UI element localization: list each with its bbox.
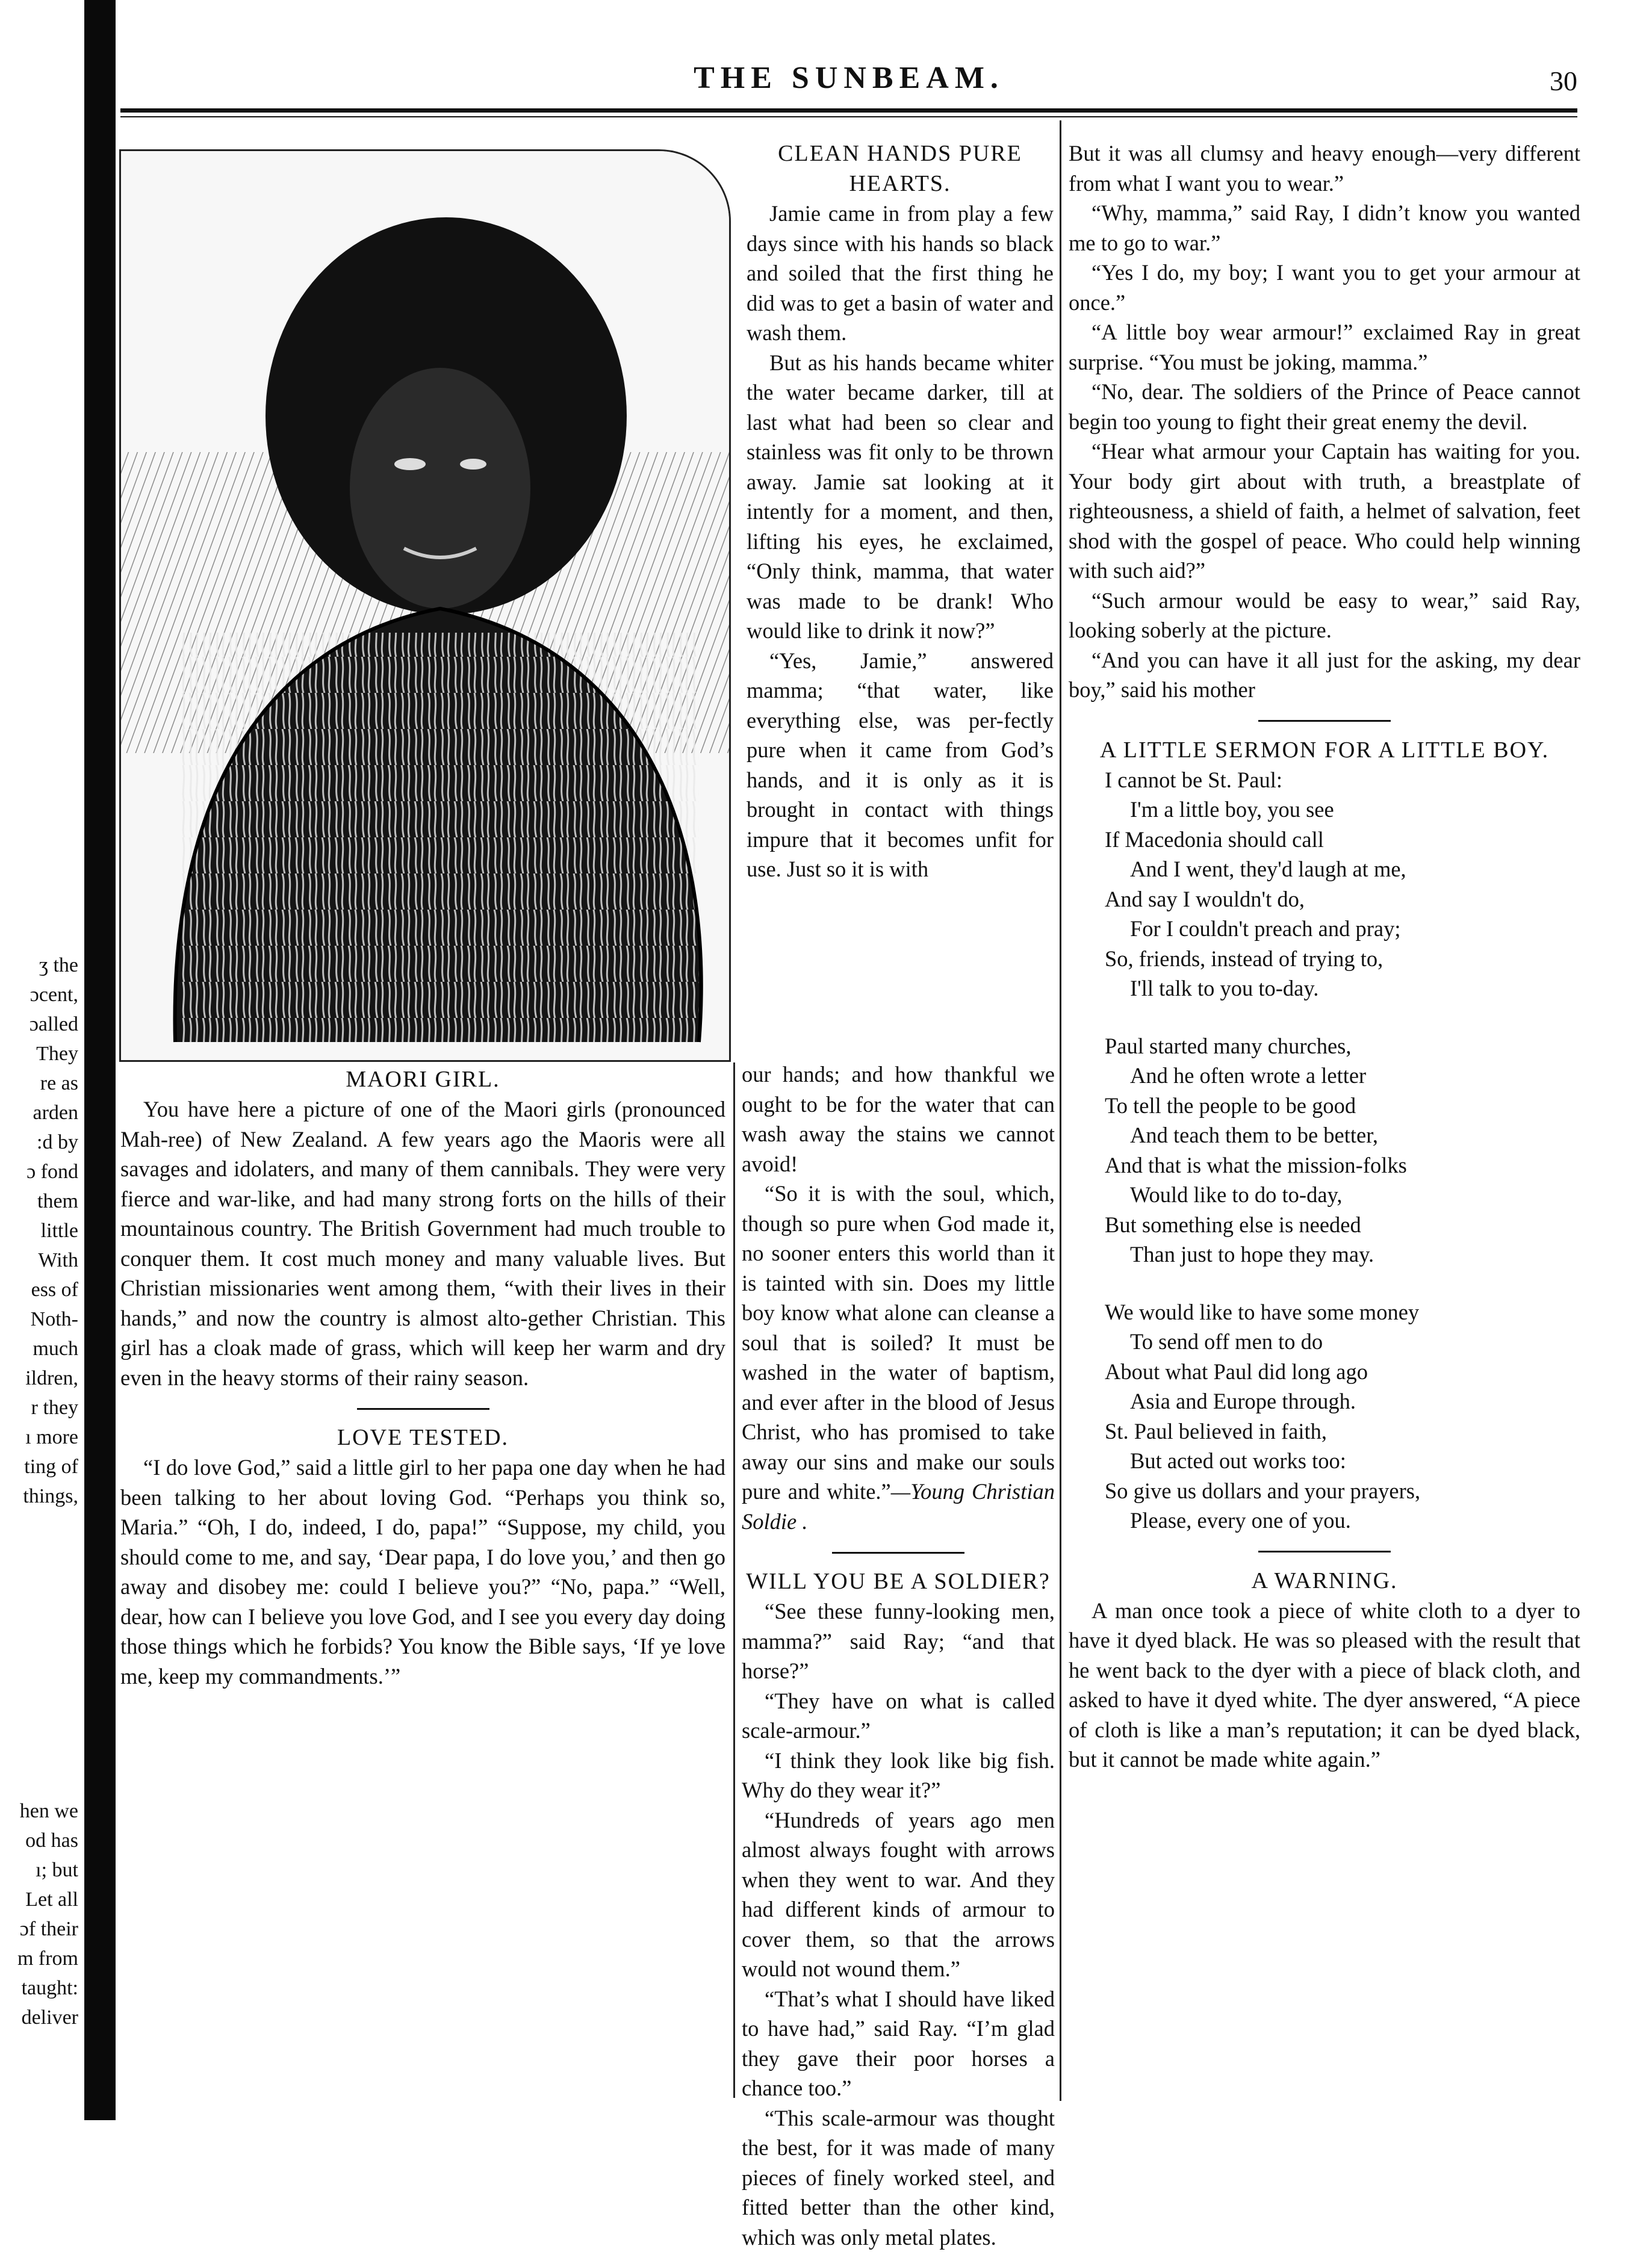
soldier-cont-p4: “A little boy wear armour!” exclaimed Ray in great surprise. “You must be joking, mamma.”	[1069, 317, 1580, 377]
poem-line: If Macedonia should call	[1105, 825, 1580, 855]
poem-line: Would like to do to-day,	[1105, 1180, 1580, 1210]
stanza-gap	[1105, 1270, 1580, 1297]
sermon-poem	[1069, 765, 1580, 1536]
ornamental-divider	[1069, 705, 1580, 735]
facing-page-fragment: ildren,	[0, 1364, 78, 1393]
soldier-q5: “That’s what I should have liked to have had,” said Ray. “I’m glad they gave their poor horses a chance too.”	[742, 1984, 1055, 2103]
poem-line: Asia and Europe through.	[1105, 1386, 1580, 1416]
poem-line: Than just to hope they may.	[1105, 1239, 1580, 1270]
ornamental-divider	[742, 1536, 1055, 1566]
article-title-maori-girl: MAORI GIRL.	[120, 1064, 725, 1094]
article-body-p3b: our hands; and how thankful we ought to be for the water that can wash away the stains we cannot avoid!	[742, 1059, 1055, 1179]
facing-page-fragment: arden	[0, 1099, 78, 1128]
article-title-love-tested: LOVE TESTED.	[120, 1422, 725, 1453]
poem-line: So give us dollars and your prayers,	[1105, 1476, 1580, 1506]
poem-line: Please, every one of you.	[1105, 1506, 1580, 1536]
article-title-clean-hands: CLEAN HANDS PURE HEARTS.	[747, 138, 1054, 199]
poem-line: But something else is needed	[1105, 1210, 1580, 1240]
poem-line: To send off men to do	[1105, 1327, 1580, 1357]
facing-page-fragment: Let all	[0, 1885, 78, 1914]
column-1	[120, 1064, 725, 1691]
soldier-q4: “Hundreds of years ago men almost always fought with arrows when they went to war. And they had different kinds of armour to cover them, so that the arrows would not wound them.”	[742, 1805, 1055, 1984]
article-body-p1: Jamie came in from play a few days since with his hands so black and soiled that the first thing he did was to get a basin of water and wash them.	[747, 199, 1054, 348]
facing-page-fragment: things,	[0, 1482, 78, 1511]
poem-line: So, friends, instead of trying to,	[1105, 944, 1580, 974]
facing-page-fragment: much	[0, 1335, 78, 1363]
facing-page-fragment: ɔalled	[0, 1010, 78, 1039]
article-body-p4	[742, 1179, 1055, 1536]
poem-line: For I couldn't preach and pray;	[1105, 914, 1580, 944]
poem-line: But acted out works too:	[1105, 1446, 1580, 1476]
poem-line: And teach them to be better,	[1105, 1120, 1580, 1150]
poem-line: We would like to have some money	[1105, 1297, 1580, 1327]
article-title-sermon: A LITTLE SERMON FOR A LITTLE BOY.	[1069, 735, 1580, 765]
soldier-q1: “See these funny-looking men, mamma?” said Ray; “and that horse?”	[742, 1596, 1055, 1686]
facing-page-fragment: them	[0, 1187, 78, 1216]
poem-line: About what Paul did long ago	[1105, 1357, 1580, 1387]
facing-page-fragment: hen we	[0, 1797, 78, 1826]
article-credit: —Young Christian Soldie .	[742, 1479, 1055, 1534]
poem-line: St. Paul believed in faith,	[1105, 1416, 1580, 1447]
facing-page-fragment: Noth-	[0, 1305, 78, 1334]
column-rule	[1060, 120, 1061, 2101]
binding-strip	[84, 0, 116, 2120]
article-title-warning: A WARNING.	[1069, 1566, 1580, 1596]
article-body-maori-girl: You have here a picture of one of the Maori girls (pronounced Mah-ree) of New Zealand. A few years ago the Maoris were all savages and idolaters, and many of them cannibals. They were very fierce and war-like, and had many strong forts on the hills of their mountainous country. The British Government had much trouble to conquer them. It cost much money and many valuable lives. But Christian missionaries went among them, “with their lives in their hands,” and now the country is almost alto-gether Christian. This girl has a cloak made of grass, which will keep her warm and dry even in the heavy storms of their rainy season.	[120, 1094, 725, 1392]
facing-page-fragment: ess of	[0, 1276, 78, 1304]
warning-body: A man once took a piece of white cloth to a dyer to have it dyed black. He was so pleased with the result that he went back to the dyer with a piece of black cloth, and asked to have it dyed white. The dyer answered, “A piece of cloth is like a man’s reputation; it can be dyed black, but it cannot be made white again.”	[1069, 1596, 1580, 1775]
facing-page-fragment: With	[0, 1246, 78, 1275]
facing-page-fragment: ting of	[0, 1453, 78, 1481]
soldier-cont-p6: “Hear what armour your Captain has waiting for you. Your body girt about with truth, a breastplate of righteousness, a shield of faith, a helmet of salvation, feet shod with the gospel of peace. Who could help winning with such aid?”	[1069, 436, 1580, 586]
ornamental-divider	[1069, 1536, 1580, 1566]
facing-page-fragment: ɔcent,	[0, 981, 78, 1010]
poem-line: I cannot be St. Paul:	[1105, 765, 1580, 795]
header-rule	[120, 108, 1577, 113]
soldier-cont-p2: “Why, mamma,” said Ray, I didn’t know you wanted me to go to war.”	[1069, 198, 1580, 258]
soldier-cont-p1: But it was all clumsy and heavy enough—very different from what I want you to wear.”	[1069, 138, 1580, 198]
poem-line: To tell the people to be good	[1105, 1091, 1580, 1121]
soldier-cont-p7: “Such armour would be easy to wear,” said Ray, looking soberly at the picture.	[1069, 586, 1580, 645]
facing-page-edge	[0, 0, 84, 2120]
stanza-gap	[1105, 1003, 1580, 1031]
soldier-cont-p5: “No, dear. The soldiers of the Prince of Peace cannot begin too young to fight their great enemy the devil.	[1069, 377, 1580, 436]
facing-page-fragment: r they	[0, 1394, 78, 1422]
article-body-love-tested: “I do love God,” said a little girl to her papa one day when he had been talking to her about loving God. “Perhaps you think so, Maria.” “Oh, I do, indeed, I do, papa!” “Suppose, my child, you should come to me, and say, ‘Dear papa, I do love you,’ and then go away and disobey me: could I believe you?” “No, papa.” “Well, dear, how can I believe you love God, and I see you every day doing those things which he forbids? You know the Bible says, ‘If ye love me, keep my commandments.’”	[120, 1453, 725, 1691]
p4-text: “So it is with the soul, which, though so pure when God made it, no sooner enters this world than it is tainted with sin. Does my little boy know what alone can cleanse a soul that is soiled? It must be washed in the water of baptism, and ever after in the blood of Jesus Christ, who has promised to take away our sins and make our souls pure and white.”	[742, 1181, 1055, 1504]
maori-girl-illustration	[119, 149, 731, 1062]
column-2-upper	[747, 138, 1054, 884]
soldier-cont-p8: “And you can have it all just for the asking, my dear boy,” said his mother	[1069, 645, 1580, 705]
column-rule	[733, 1062, 735, 2098]
soldier-q2: “They have on what is called scale-armour.”	[742, 1686, 1055, 1746]
poem-line: I'm a little boy, you see	[1105, 795, 1580, 825]
facing-page-fragment: little	[0, 1217, 78, 1245]
facing-page-fragment: ʒ the	[0, 951, 78, 980]
masthead: THE SUNBEAM.	[638, 60, 1060, 96]
poem-line: Paul started many churches,	[1105, 1031, 1580, 1061]
soldier-q3: “I think they look like big fish. Why do they wear it?”	[742, 1746, 1055, 1805]
facing-page-fragment: :d by	[0, 1128, 78, 1157]
article-body-p3a: “Yes, Jamie,” answered mamma; “that water, like everything else, was per-fectly pure when it came from God’s hands, and it is only as it is brought in contact with things impure that it becomes unfit for use. Just so it is with	[747, 646, 1054, 884]
facing-page-fragment: ɔf their	[0, 1915, 78, 1944]
article-body-p2: But as his hands became whiter the water became darker, till at last what had been so clear and stainless was fit only to be thrown away. Jamie sat looking at it intently for a moment, and then, lifting his eyes, he exclaimed, “Only think, mamma, that water was made to be drank! Who would like to drink it now?”	[747, 348, 1054, 646]
facing-page-fragment: ɔ fond	[0, 1158, 78, 1186]
facing-page-fragment: re as	[0, 1069, 78, 1098]
soldier-q6: “This scale-armour was thought the best, for it was made of many pieces of finely worked steel, and fitted better than the other kind, which was only metal plates.	[742, 2103, 1055, 2252]
poem-line: I'll talk to you to-day.	[1105, 973, 1580, 1003]
facing-page-fragment: ı more	[0, 1423, 78, 1452]
ornamental-divider	[120, 1392, 725, 1422]
facing-page-fragment: They	[0, 1040, 78, 1069]
facing-page-fragment: deliver	[0, 2003, 78, 2032]
facing-page-fragment: taught:	[0, 1974, 78, 2003]
header-rule-thin	[120, 116, 1577, 117]
column-2-lower	[742, 1059, 1055, 2252]
soldier-cont-p3: “Yes I do, my boy; I want you to get your armour at once.”	[1069, 258, 1580, 317]
page-number: 30	[1505, 65, 1577, 97]
facing-page-fragment: od has	[0, 1826, 78, 1855]
poem-line: And say I wouldn't do,	[1105, 884, 1580, 914]
poem-line: And I went, they'd laugh at me,	[1105, 854, 1580, 884]
column-3	[1069, 138, 1580, 1775]
facing-page-fragment: ı; but	[0, 1856, 78, 1885]
article-title-soldier: WILL YOU BE A SOLDIER?	[742, 1566, 1055, 1596]
poem-line: And that is what the mission-folks	[1105, 1150, 1580, 1180]
maori-girl-engraving	[121, 151, 729, 1060]
facing-page-fragment: m from	[0, 1944, 78, 1973]
poem-line: And he often wrote a letter	[1105, 1061, 1580, 1091]
